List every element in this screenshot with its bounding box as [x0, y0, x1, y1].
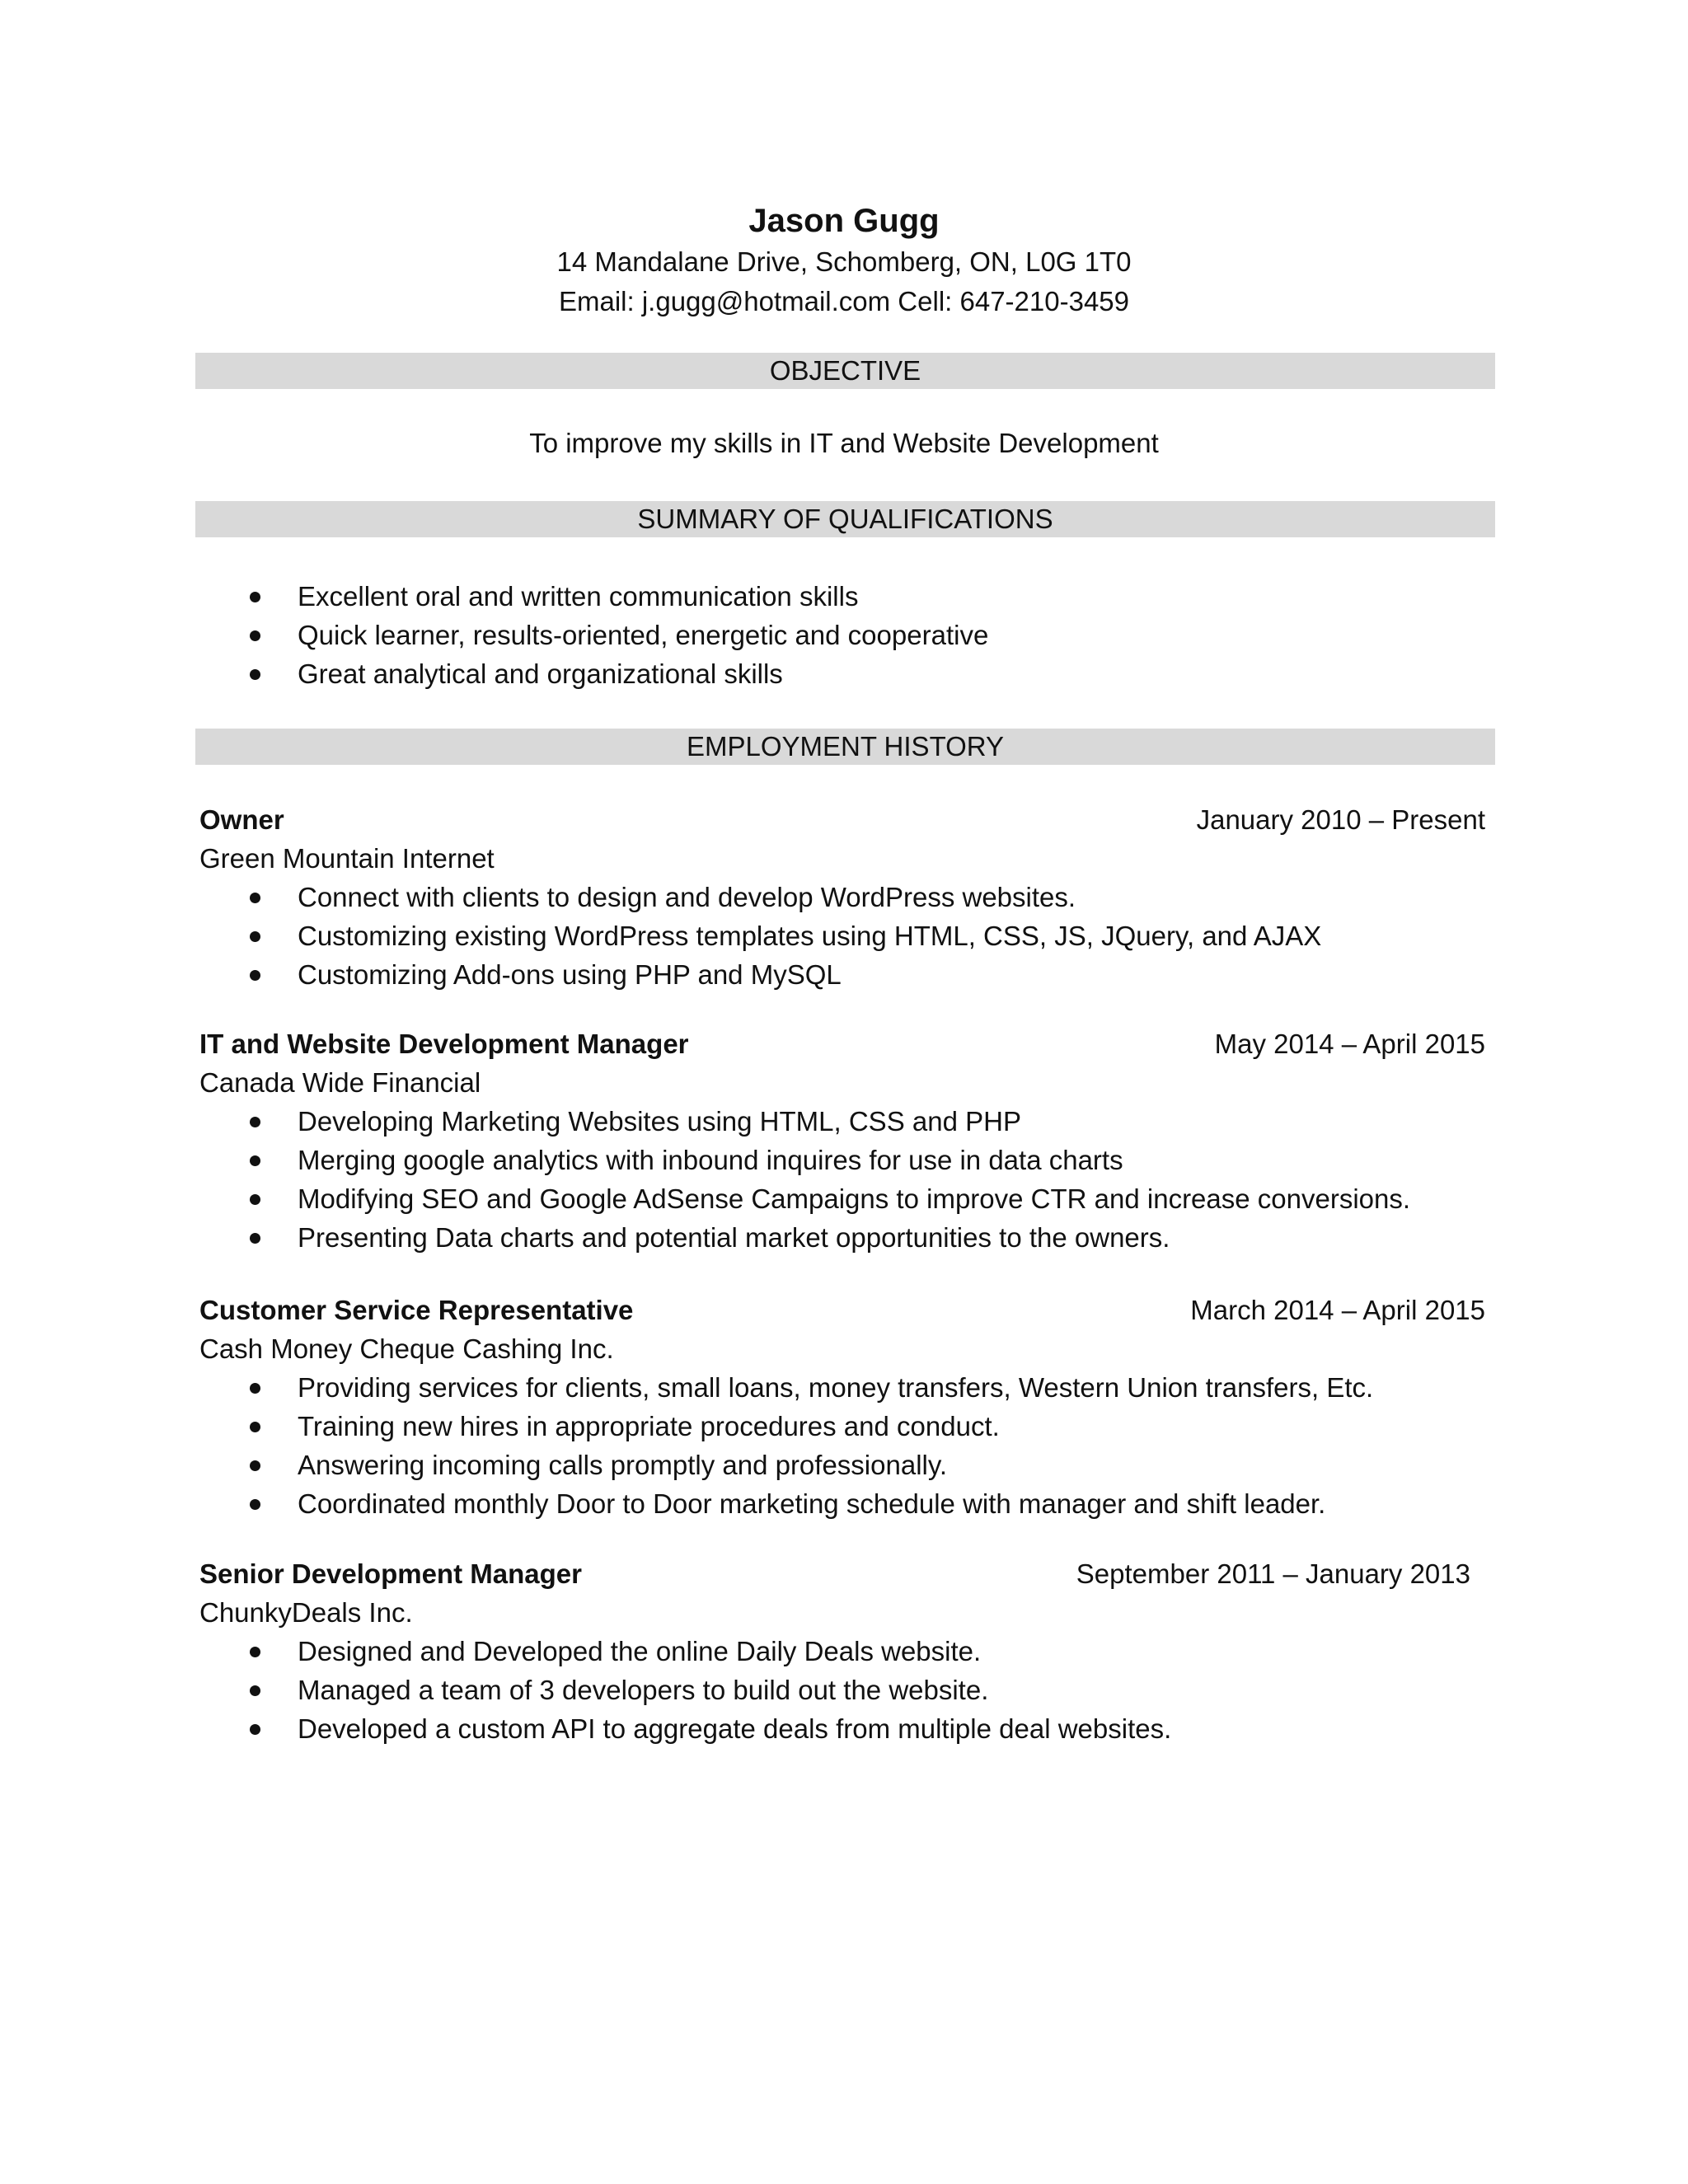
list-item: Excellent oral and written communication skills [195, 577, 1495, 616]
bullet-icon [250, 1499, 260, 1510]
bullet-icon [250, 1422, 260, 1432]
job-duties-list [195, 1632, 1495, 1748]
list-item: Quick learner, results-oriented, energetic and cooperative [195, 616, 1495, 654]
bullet-icon [250, 893, 260, 903]
bullet-icon [250, 1194, 260, 1205]
job-dates: March 2014 – April 2015 [1190, 1295, 1485, 1325]
bullet-icon [250, 630, 260, 641]
list-item: Providing services for clients, small loans, money transfers, Western Union transfers, Etc. [195, 1368, 1495, 1407]
list-item: Developed a custom API to aggregate deals from multiple deal websites. [195, 1709, 1495, 1748]
job-company: Cash Money Cheque Cashing Inc. [199, 1333, 614, 1364]
job-entry-senior-dev [199, 1554, 1470, 1748]
job-title: Owner [199, 804, 284, 835]
candidate-name: Jason Gugg [748, 203, 940, 239]
bullet-icon [250, 1155, 260, 1166]
list-item: Designed and Developed the online Daily Deals website. [195, 1632, 1495, 1671]
list-item: Managed a team of 3 developers to build out the website. [195, 1671, 1495, 1709]
job-duties-list [195, 1102, 1495, 1257]
job-dates: September 2011 – January 2013 [1076, 1558, 1470, 1589]
list-item: Developing Marketing Websites using HTML, CSS and PHP [195, 1102, 1495, 1141]
bullet-icon [250, 1685, 260, 1696]
summary-heading: SUMMARY OF QUALIFICATIONS [195, 501, 1495, 537]
list-item: Answering incoming calls promptly and professionally. [195, 1446, 1495, 1484]
job-title: Customer Service Representative [199, 1295, 634, 1325]
contact-line: Email: j.gugg@hotmail.com Cell: 647-210-3459 [558, 286, 1130, 316]
list-item: Customizing Add-ons using PHP and MySQL [195, 955, 1495, 994]
bullet-icon [250, 1724, 260, 1735]
bullet-icon [250, 970, 260, 981]
job-company: ChunkyDeals Inc. [199, 1597, 413, 1628]
list-item: Great analytical and organizational skills [195, 654, 1495, 693]
bullet-icon [250, 1233, 260, 1244]
list-item: Training new hires in appropriate procedures and conduct. [195, 1407, 1495, 1446]
job-dates: May 2014 – April 2015 [1214, 1029, 1485, 1059]
bullet-icon [250, 1647, 260, 1657]
list-item: Connect with clients to design and develop WordPress websites. [195, 878, 1495, 916]
employment-heading: EMPLOYMENT HISTORY [195, 729, 1495, 765]
resume-header [0, 199, 1688, 321]
list-item: Modifying SEO and Google AdSense Campaigns to improve CTR and increase conversions. [195, 1179, 1495, 1218]
address-line: 14 Mandalane Drive, Schomberg, ON, L0G 1T0 [556, 246, 1132, 277]
list-item: Presenting Data charts and potential market opportunities to the owners. [195, 1218, 1495, 1257]
list-item: Merging google analytics with inbound inquires for use in data charts [195, 1141, 1495, 1179]
job-entry-it-manager [199, 1024, 1485, 1257]
bullet-icon [250, 931, 260, 942]
job-entry-customer-service [199, 1291, 1485, 1523]
bullet-icon [250, 669, 260, 680]
job-company: Canada Wide Financial [199, 1067, 481, 1098]
bullet-icon [250, 1117, 260, 1127]
objective-text: To improve my skills in IT and Website Development [529, 428, 1159, 458]
job-dates: January 2010 – Present [1196, 804, 1485, 835]
job-duties-list [195, 1368, 1495, 1523]
bullet-icon [250, 592, 260, 602]
job-company: Green Mountain Internet [199, 843, 495, 874]
job-duties-list [195, 878, 1495, 994]
list-item: Coordinated monthly Door to Door marketing schedule with manager and shift leader. [195, 1484, 1495, 1523]
job-title: Senior Development Manager [199, 1558, 582, 1589]
objective-heading: OBJECTIVE [195, 353, 1495, 389]
list-item: Customizing existing WordPress templates using HTML, CSS, JS, JQuery, and AJAX [195, 916, 1495, 955]
bullet-icon [250, 1460, 260, 1471]
job-entry-owner [199, 800, 1485, 994]
bullet-icon [250, 1383, 260, 1394]
summary-list [195, 577, 1495, 693]
job-title: IT and Website Development Manager [199, 1029, 689, 1059]
